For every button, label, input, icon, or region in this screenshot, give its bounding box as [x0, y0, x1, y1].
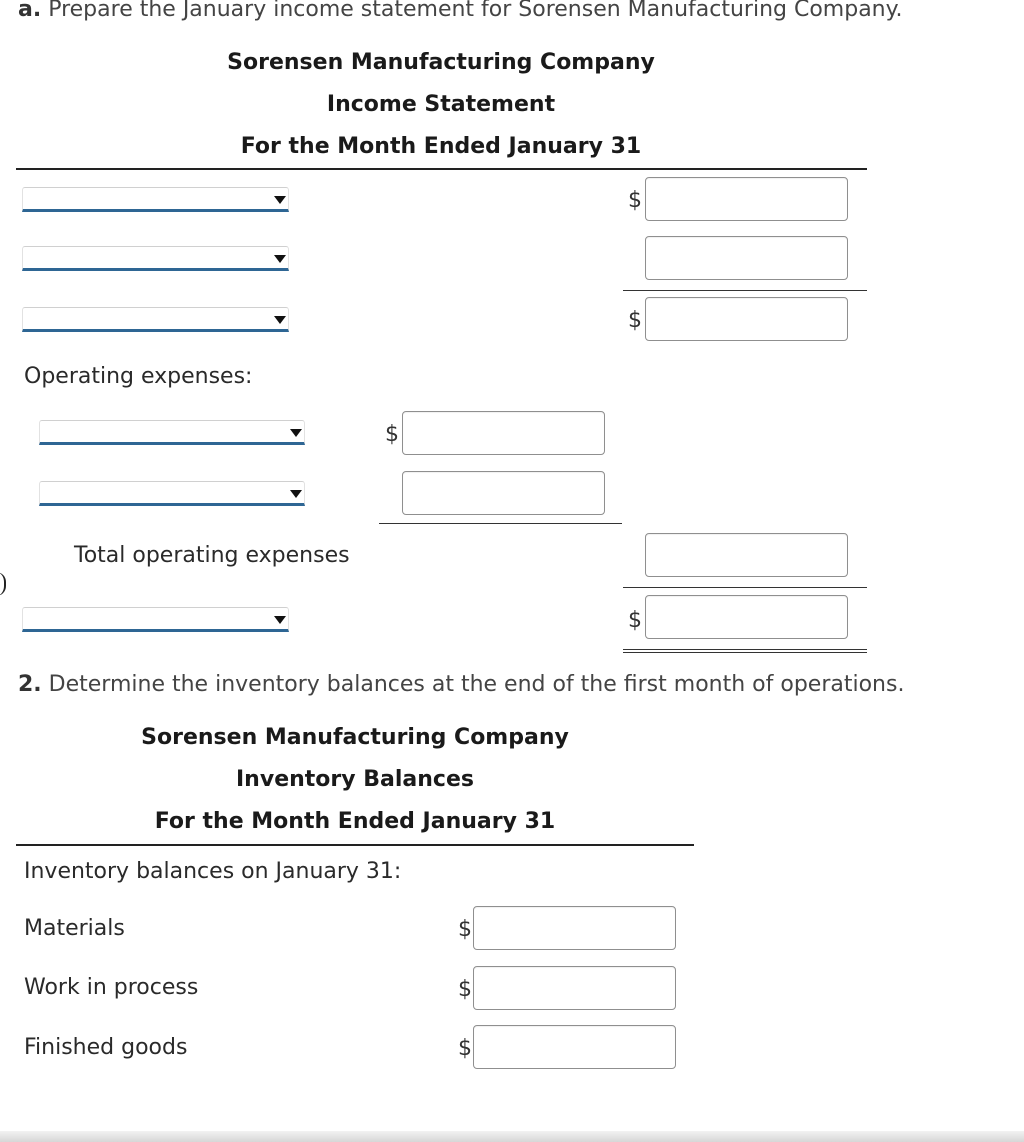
- chevron-down-icon: [274, 616, 286, 624]
- dollar-sign: $: [458, 1036, 472, 1061]
- finished-goods-amount-input[interactable]: [473, 1025, 676, 1069]
- materials-amount-input[interactable]: [473, 906, 676, 950]
- horizontal-scrollbar[interactable]: [0, 1131, 1024, 1142]
- chevron-down-icon: [274, 316, 286, 324]
- inventory-title: Inventory Balances: [236, 767, 474, 792]
- income-line-3-amount-input[interactable]: [645, 297, 848, 341]
- income-line-2-amount-input[interactable]: [645, 236, 848, 280]
- operating-expense-1-dropdown[interactable]: [39, 420, 305, 445]
- finished-goods-label: Finished goods: [24, 1035, 188, 1060]
- part-2-instruction: [18, 672, 904, 697]
- materials-label: Materials: [24, 916, 125, 941]
- dollar-sign: $: [458, 917, 472, 942]
- income-line-1-amount-input[interactable]: [645, 177, 848, 221]
- income-statement-period: For the Month Ended January 31: [240, 134, 642, 159]
- double-rule-bottom: [623, 652, 867, 653]
- dollar-sign: $: [385, 422, 399, 447]
- income-line-3-dropdown[interactable]: [22, 307, 289, 332]
- income-final-amount-input[interactable]: [645, 595, 848, 639]
- edge-marker: [0, 572, 6, 596]
- chevron-down-icon: [290, 429, 302, 437]
- inventory-header-rule: [16, 844, 694, 846]
- operating-expense-2-amount-input[interactable]: [402, 471, 605, 515]
- inventory-company: Sorensen Manufacturing Company: [141, 725, 569, 750]
- subtotal-rule: [623, 290, 867, 291]
- chevron-down-icon: [290, 490, 302, 498]
- income-statement-title: Income Statement: [326, 92, 556, 117]
- part-2-prefix: 2.: [18, 672, 42, 697]
- part-a-prefix: a.: [18, 0, 42, 22]
- part-a-instruction: [18, 0, 903, 22]
- part-a-text: Prepare the January income statement for Sorensen Manufacturing Company.: [48, 0, 903, 22]
- work-in-process-label: Work in process: [24, 975, 199, 1000]
- dollar-sign: $: [628, 188, 642, 213]
- part-2-text: Determine the inventory balances at the end of the first month of operations.: [48, 672, 905, 697]
- dollar-sign: $: [628, 308, 642, 333]
- work-in-process-amount-input[interactable]: [473, 966, 676, 1010]
- income-final-line-dropdown[interactable]: [22, 607, 289, 632]
- income-statement-company: Sorensen Manufacturing Company: [227, 50, 655, 75]
- operating-expenses-label: Operating expenses:: [24, 364, 253, 389]
- inventory-period: For the Month Ended January 31: [154, 809, 556, 834]
- income-line-1-dropdown[interactable]: [22, 187, 289, 212]
- chevron-down-icon: [274, 255, 286, 263]
- income-line-2-dropdown[interactable]: [22, 246, 289, 271]
- dollar-sign: $: [628, 608, 642, 633]
- inventory-intro-label: Inventory balances on January 31:: [24, 859, 402, 884]
- total-operating-expenses-input[interactable]: [645, 533, 848, 577]
- operating-expense-1-amount-input[interactable]: [402, 411, 605, 455]
- chevron-down-icon: [274, 196, 286, 204]
- expenses-subtotal-rule: [379, 523, 622, 524]
- dollar-sign: $: [458, 977, 472, 1002]
- total-operating-expenses-label: Total operating expenses: [74, 543, 350, 568]
- total-rule: [623, 587, 867, 588]
- operating-expense-2-dropdown[interactable]: [39, 481, 305, 506]
- double-rule-top: [623, 649, 867, 650]
- header-rule: [16, 168, 867, 170]
